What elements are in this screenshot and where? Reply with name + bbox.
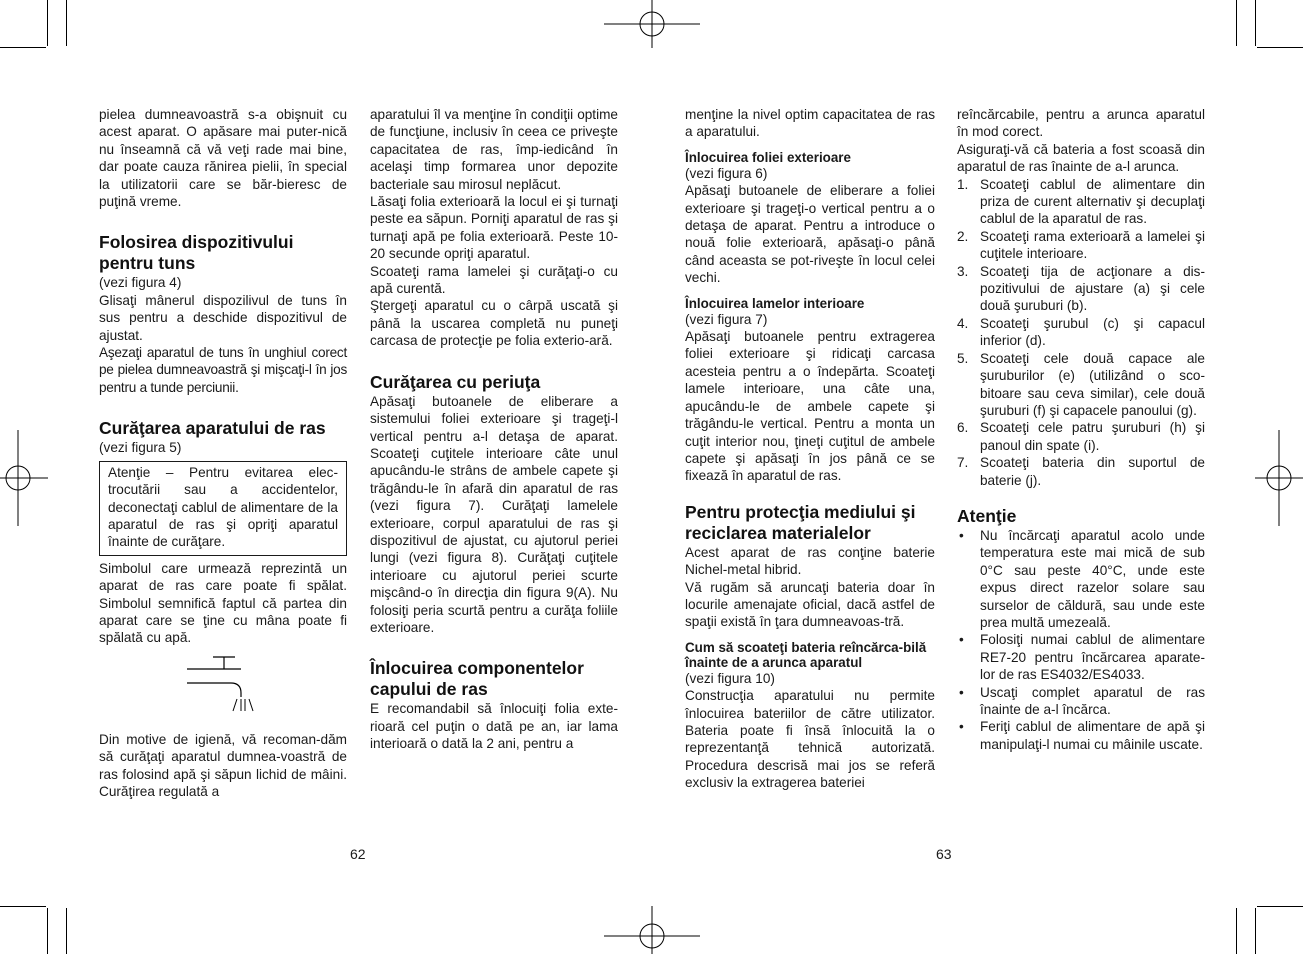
caution-box: Atenţie – Pentru evitarea elec-trocutării sau a accidentelor, deconectaţi cablul de alimentare de la aparatul de ras şi opriţi aparatul înainte de curăţare. xyxy=(99,461,347,556)
environment-heading: Pentru protecţia mediului şi reciclarea materialelor xyxy=(685,501,916,543)
replace-continuation: menţine la nivel optim capacitatea de ras a aparatului. xyxy=(685,107,935,140)
crop-mark xyxy=(66,908,67,954)
crop-mark xyxy=(1255,0,1256,46)
list-item: 5. Scoateţi cele două capace ale şuruburilor (e) (utilizând o sco-bitoare sau ceva similar), cele două şuruburi (f) şi capacele panoului (g). xyxy=(957,350,1205,418)
list-item: 1. Scoateţi cablul de alimentare din priza de curent alternativ şi decuplaţi cablul de la aparatul de ras. xyxy=(957,176,1205,227)
trimmer-heading: Folosirea dispozitivului pentru tuns xyxy=(99,232,294,274)
registration-mark-bottom xyxy=(604,906,700,954)
list-item: • Feriţi cablul de alimentare de apă şi manipulaţi-l numai cu mâinile uscate. xyxy=(959,719,1205,752)
trimmer-paragraph-1: Glisaţi mânerul dispozilivul de tuns în sus pentru a deschide dispozitivul de ajustat. xyxy=(99,292,347,343)
list-item: 2. Scoateţi rama exterioară a lamelei şi cuţitele interioare. xyxy=(957,228,1205,262)
blades-figure-ref: (vezi figura 7) xyxy=(685,311,768,327)
battery-continuation: reîncărcabile, pentru a arunca aparatul în mod corect. xyxy=(957,107,1205,140)
cleaning-figure-ref: (vezi figura 5) xyxy=(99,440,182,456)
column-2 xyxy=(370,106,618,753)
cleaning-paragraph-4: Ştergeţi aparatul cu o cârpă uscată şi până la uscarea completă nu puneţi carcasa de protecţie pe folia exterio-ară. xyxy=(370,298,618,349)
battery-paragraph: Construcţia aparatului nu permite înlocuirea bateriilor de către utilizator. Bateria poate fi însă înlocuită la o reprezentanţă tehnică autorizată. Procedura descrisă mai jos se referă exclusiv la extragerea bateriei xyxy=(685,688,935,791)
page-number-right: 63 xyxy=(936,846,952,862)
battery-heading: Cum să scoateţi bateria reîncărca-bilă înainte de a arunca aparatul xyxy=(685,639,927,670)
environment-paragraph-2: Vă rugăm să aruncaţi bateria doar în locurile amenajate oficial, dacă astfel de spaţii există în ţara dumneavoas-tră. xyxy=(685,579,935,630)
list-item: 3. Scoateţi tija de acţionare a dis-pozitivului de ajustare (a) şi cele două şuruburi (b). xyxy=(957,263,1205,314)
trimmer-paragraph-2: Aşezaţi aparatul de tuns în unghiul corect pe pielea dumneavoastră şi mişcaţi-l în jos pentru a tunde perciunii. xyxy=(99,345,347,395)
cleaning-paragraph-2: Lăsaţi folia exterioară la locul ei şi turnaţi peste ea săpun. Porniţi aparatul de ras şi turnaţi apă pe folia exterioară. Peste 10-20 secunde opriţi aparatul. xyxy=(370,194,618,262)
crop-mark xyxy=(1257,47,1303,48)
crop-mark xyxy=(1257,906,1303,907)
cleaning-paragraph-3: Scoateţi rama lamelei şi curăţaţi-o cu apă curentă. xyxy=(370,263,618,297)
washable-symbol-icon xyxy=(187,655,267,725)
list-item: 6. Scoateţi cele patru şuruburi (h) şi panoul din spate (i). xyxy=(957,420,1205,453)
symbol-paragraph: Simbolul care urmează reprezintă un aparat de ras care poate fi spălat. Simbolul semnifică faptul că partea din aparat care se ţine cu mâna poate fi spălată cu apă. xyxy=(99,560,347,646)
replace-paragraph: E recomandabil să înlocuiţi folia exte-rioară cel puţin o dată pe an, iar lama interioară o dată la 2 ani, pentru a xyxy=(370,701,618,752)
list-item: 7. Scoateţi bateria din suportul de baterie (j). xyxy=(957,455,1205,488)
page-number-left: 62 xyxy=(350,846,366,862)
blades-paragraph: Apăsaţi butoanele pentru extragerea foliei exterioare şi ridicaţi carcasa acesteia pentru a o îndepărta. Scoateţi lamele interioare, una câte una, apucându-le de ambele capete şi trăgându-le vertical. Pentru a monta un cuţit interior nou, ţineţi cuţitul de ambele capete şi apăsaţi în jos până ce se fixează în aparatul de ras. xyxy=(685,329,935,484)
foil-figure-ref: (vezi figura 6) xyxy=(685,165,768,181)
blades-heading: Înlocuirea lamelor interioare xyxy=(685,295,865,311)
battery-figure-ref: (vezi figura 10) xyxy=(685,670,775,686)
registration-mark-left xyxy=(0,430,48,526)
crop-mark xyxy=(66,0,67,46)
caution-list xyxy=(957,527,1205,753)
crop-mark xyxy=(1236,908,1237,954)
column-3 xyxy=(685,106,935,792)
list-item: • Nu încărcaţi aparatul acolo unde temperatura este mai mică de sub 0°C sau peste 40°C, unde este expus direct razelor solare sau surselor de căldură, sau unde este prea multă umezeală. xyxy=(959,527,1205,630)
foil-paragraph: Apăsaţi butoanele de eliberare a foliei exterioare şi trageţi-o vertical pentru a o detaşa de aparat. Pentru a introduce o nouă folie exterioară, apăsaţi-o până când aceasta se pot-riveşte în locul celei vechi. xyxy=(685,183,935,286)
crop-mark xyxy=(1236,0,1237,46)
hygiene-paragraph: Din motive de igienă, vă recoman-dăm să curăţaţi aparatul dumnea-voastră de ras folosind apă şi săpun lichid de mâini. Curăţirea regulată a xyxy=(99,731,347,799)
column-4 xyxy=(957,106,1205,753)
brush-paragraph: Apăsaţi butoanele de eliberare a sistemului foliei exterioare şi trageţi-l vertical pentru a-l detaşa de aparat. Scoateţi cuţitele interioare câte unul apucându-le strâns de ambele capete şi trăgându-le în afară din aparatul de ras (vezi figura 7). Curăţaţi lamelele exterioare, corpul aparatului de ras şi dispozitivul de ajustat, cu ajutorul periei lungi (vezi figura 8). Curăţaţi cuţitele interioare cu ajutorul periei scurte mişcând-o în direcţia din figura 9(A). Nu folosiţi peria scurtă pentru a curăţa foliile exterioare. xyxy=(370,393,618,635)
crop-mark xyxy=(0,906,46,907)
crop-mark xyxy=(47,0,48,46)
cleaning-paragraph-1: aparatului îl va menţine în condiţii optime de funcţiune, inclusiv în ceea ce priveşte capacitatea de ras, împ-iedicând în acelaşi timp formarea unor depozite bacteriale sau mirosul neplăcut. xyxy=(370,107,618,192)
registration-mark-right xyxy=(1255,430,1303,526)
registration-mark-top xyxy=(604,0,700,50)
list-item: • Uscaţi complet aparatul de ras înainte de a-l încărca. xyxy=(959,684,1205,717)
brush-heading: Curăţarea cu periuţa xyxy=(370,371,541,392)
crop-mark xyxy=(1255,908,1256,954)
column-1 xyxy=(99,106,347,800)
list-item: • Folosiţi numai cablul de alimentare RE7-20 pentru încărcarea aparate-lor de ras ES4032/ES4033. xyxy=(959,632,1205,683)
list-item: 4. Scoateţi şurubul (c) şi capacul inferior (d). xyxy=(957,315,1205,349)
battery-removed-note: Asiguraţi-vă că bateria a fost scoasă din aparatul de ras înainte de a-l arunca. xyxy=(957,141,1205,175)
crop-mark xyxy=(0,47,46,48)
intro-paragraph: pielea dumneavoastră s-a obişnuit cu acest aparat. O apăsare mai puter-nică nu înseamnă că vă veţi rade mai bine, dar poate cauza rănirea pielii, în special la utilizatorii care se băr-bieresc de puţină vreme. xyxy=(99,107,347,210)
environment-paragraph-1: Acest aparat de ras conţine baterie Nichel-metal hibrid. xyxy=(685,544,935,578)
trimmer-figure-ref: (vezi figura 4) xyxy=(99,275,182,291)
cleaning-heading: Curăţarea aparatului de ras xyxy=(99,418,326,439)
replace-heading: Înlocuirea componentelor capului de ras xyxy=(370,658,584,700)
foil-heading: Înlocuirea foliei exterioare xyxy=(685,149,851,165)
removal-steps-list xyxy=(957,176,1205,489)
caution-heading: Atenţie xyxy=(957,505,1017,526)
crop-mark xyxy=(47,908,48,954)
